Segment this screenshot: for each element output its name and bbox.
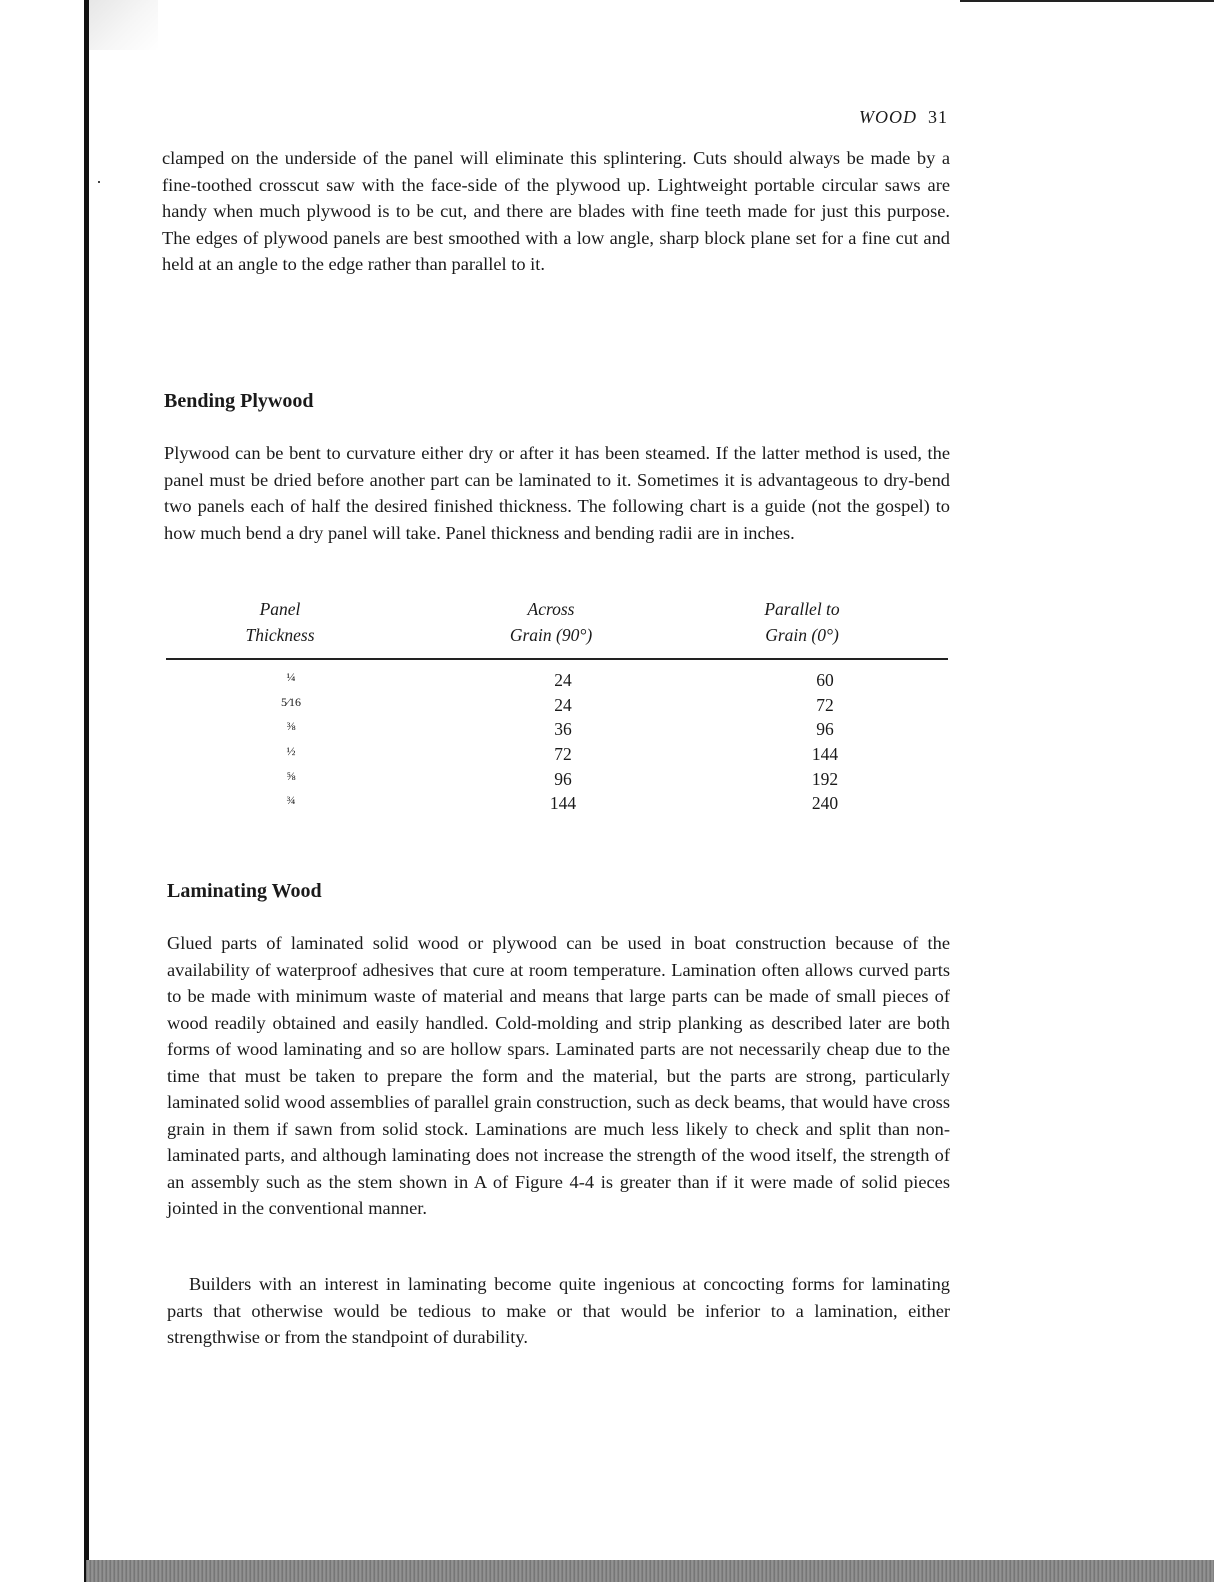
paragraph-intro: clamped on the underside of the panel will eliminate this splintering. Cuts should always be made by a fine-toothed crosscut saw with the face-side of the plywood up. Lightweight portable circular saws are handy when much plywood is to be cut, and there are blades with fine teeth made for just this purpose. The edges of plywood panels are best smoothed with a low angle, sharp block plane set for a fine cut and held at an angle to the edge rather than parallel to it. bbox=[162, 148, 950, 274]
paragraph-laminating-2: Builders with an interest in laminating become quite ingenious at concocting forms for laminating parts that otherwise would be tedious to make or that would be inferior to a lamination, either strengthwise or from the standpoint of durability. bbox=[167, 1274, 950, 1347]
column-header-line: Parallel to bbox=[764, 599, 840, 619]
cell-across-grain: 72 bbox=[554, 744, 572, 765]
cell-parallel-grain: 60 bbox=[816, 670, 834, 690]
cell-across-grain: 24 bbox=[554, 670, 572, 690]
cell-parallel-grain: 96 bbox=[816, 719, 834, 740]
running-title: WOOD bbox=[859, 107, 917, 127]
scan-shadow bbox=[88, 0, 158, 50]
table-row bbox=[166, 670, 948, 695]
column-header-across-grain bbox=[431, 596, 671, 648]
top-edge-rule bbox=[960, 0, 1214, 2]
running-head bbox=[820, 107, 948, 128]
table-row bbox=[166, 695, 948, 720]
cell-parallel-grain: 192 bbox=[811, 768, 839, 789]
cell-thickness: ½ bbox=[286, 744, 296, 759]
cell-thickness: 5⁄16 bbox=[280, 694, 301, 709]
cell-across-grain: 96 bbox=[554, 768, 572, 789]
table-row bbox=[166, 793, 948, 818]
scan-speck bbox=[98, 181, 100, 183]
column-header-line: Grain (0°) bbox=[765, 625, 839, 645]
cell-parallel-grain: 144 bbox=[811, 744, 839, 765]
cell-across-grain: 36 bbox=[554, 719, 572, 740]
cell-thickness: ⅝ bbox=[286, 768, 296, 783]
column-header-line: Across bbox=[527, 599, 575, 619]
heading-laminating-wood: Laminating Wood bbox=[167, 880, 322, 902]
paragraph-laminating-1: Glued parts of laminated solid wood or plywood can be used in boat construction because of the availability of waterproof adhesives that cure at room temperature. Lamination often allows curved parts to be made with minimum waste of material and means that large parts can be made of small pieces of wood readily obtained and easily handled. Cold-molding and strip planking as described later are both forms of wood laminating and so are hollow spars. Laminated parts are not necessarily cheap due to the time that must be taken to prepare the form and the material, but the parts are strong, particularly laminated solid wood assemblies of parallel grain construction, such as deck beams, that would have cross grain in them if sawn from solid stock. Laminations are much less likely to check and split than non-laminated parts, and although laminating does not increase the strength of the wood itself, the strength of an assembly such as the stem shown in A of Figure 4-4 is greater than if it were made of solid pieces jointed in the conventional manner. bbox=[167, 933, 950, 1218]
table-row bbox=[166, 744, 948, 769]
heading-bending-plywood: Bending Plywood bbox=[164, 390, 314, 412]
paragraph-bending: Plywood can be bent to curvature either dry or after it has been steamed. If the latter method is used, the panel must be dried before another part can be laminated to it. Sometimes it is advantageous to dry-bend two panels each of half the desired finished thickness. The following chart is a guide (not the gospel) to how much bend a dry panel will take. Panel thickness and bending radii are in inches. bbox=[164, 443, 950, 543]
cell-across-grain: 144 bbox=[549, 793, 577, 814]
column-header-parallel-grain bbox=[682, 596, 922, 648]
column-header-line: Panel bbox=[259, 599, 301, 619]
cell-thickness: ¼ bbox=[286, 670, 296, 684]
page-number: 31 bbox=[928, 107, 948, 127]
table-rule bbox=[166, 658, 948, 660]
column-header-line: Thickness bbox=[245, 625, 315, 645]
column-header-line: Grain (90°) bbox=[509, 625, 593, 645]
cell-across-grain: 24 bbox=[554, 694, 572, 715]
table-row bbox=[166, 719, 948, 744]
cell-thickness: ⅜ bbox=[286, 719, 296, 734]
table-row bbox=[166, 769, 948, 794]
cell-parallel-grain: 72 bbox=[816, 694, 834, 715]
table-body bbox=[166, 670, 948, 818]
scan-bottom-edge bbox=[86, 1560, 1214, 1582]
column-header-thickness bbox=[160, 596, 400, 648]
cell-parallel-grain: 240 bbox=[811, 793, 839, 814]
cell-thickness: ¾ bbox=[286, 793, 296, 808]
binding-edge bbox=[84, 0, 89, 1582]
